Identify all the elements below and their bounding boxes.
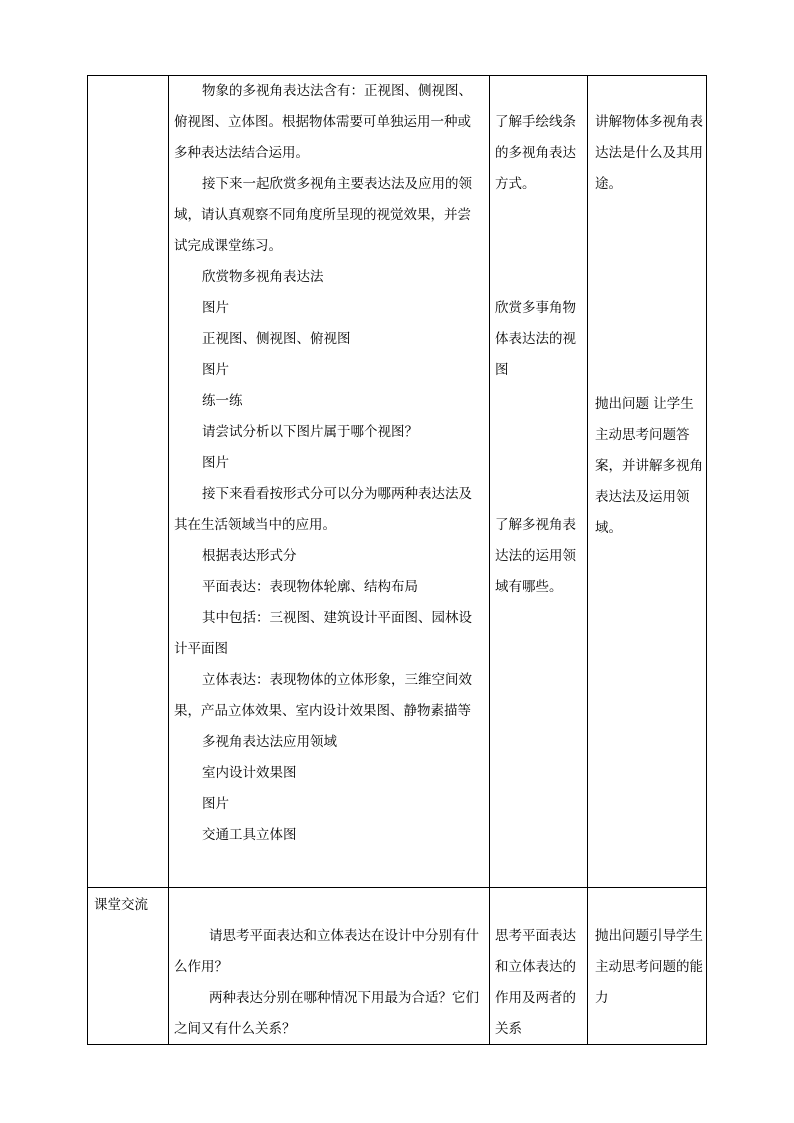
paragraph: 请思考平面表达和立体表达在设计中分别有什么作用？: [174, 928, 479, 975]
paragraph: 接下来看看按形式分可以分为哪两种表达法及其在生活领域当中的应用。: [174, 486, 472, 533]
paragraph: 正视图、侧视图、俯视图: [202, 331, 351, 347]
student-activity-text: 思考平面表达和立体表达的作用及两者的关系: [495, 928, 576, 1037]
design-intent-text: 讲解物体多视角表达法是什么及其用途。: [595, 114, 703, 192]
paragraph: 交通工具立体图: [202, 827, 297, 843]
paragraph: 练一练: [202, 393, 243, 409]
paragraph: 图片: [202, 796, 229, 812]
paragraph: 根据表达形式分: [202, 548, 297, 564]
student-activity-text: 了解手绘线条的多视角表达方式。: [495, 114, 576, 192]
paragraph: 室内设计效果图: [202, 765, 297, 781]
column-divider: [587, 76, 588, 1044]
paragraph: 物象的多视角表达法含有：正视图、侧视图、俯视图、立体图。根据物体需要可单独运用一种或多种表达法结合运用。: [174, 83, 472, 161]
paragraph: 多视角表达法应用领域: [202, 734, 337, 750]
design-intent-text: 抛出问题 让学生主动思考问题答案，并讲解多视角表达法及运用领域。: [595, 396, 703, 536]
paragraph: 立体表达：表现物体的立体形象，三维空间效果，产品立体效果、室内设计效果图、静物素描等: [174, 672, 472, 719]
teaching-content-cell: [174, 76, 484, 851]
paragraph: 接下来一起欣赏多视角主要表达法及应用的领域，请认真观察不同角度所呈现的视觉效果，并尝试完成课堂练习。: [174, 176, 472, 254]
paragraph: 请尝试分析以下图片属于哪个视图？: [202, 424, 418, 440]
paragraph: 图片: [202, 300, 229, 316]
student-activity-text: 欣赏多事角物体表达法的视图: [495, 300, 576, 378]
paragraph: 欣赏物多视角表达法: [202, 269, 324, 285]
student-activity-text: 了解多视角表达法的运用领域有哪些。: [495, 517, 576, 595]
paragraph: 两种表达分别在哪种情况下用最为合适？它们之间又有什么关系？: [174, 990, 479, 1037]
teaching-content-cell: [174, 921, 484, 1045]
lesson-plan-table: [87, 75, 707, 1045]
row-label: 课堂交流: [94, 897, 148, 913]
column-divider: [168, 76, 169, 1044]
paragraph: 平面表达：表现物体轮廓、结构布局: [202, 579, 418, 595]
paragraph: 图片: [202, 455, 229, 471]
column-divider: [489, 76, 490, 1044]
paragraph: 其中包括：三视图、建筑设计平面图、园林设计平面图: [174, 610, 472, 657]
row-divider: [88, 887, 706, 888]
design-intent-text: 抛出问题引导学生主动思考问题的能力: [595, 928, 703, 1006]
paragraph: 图片: [202, 362, 229, 378]
